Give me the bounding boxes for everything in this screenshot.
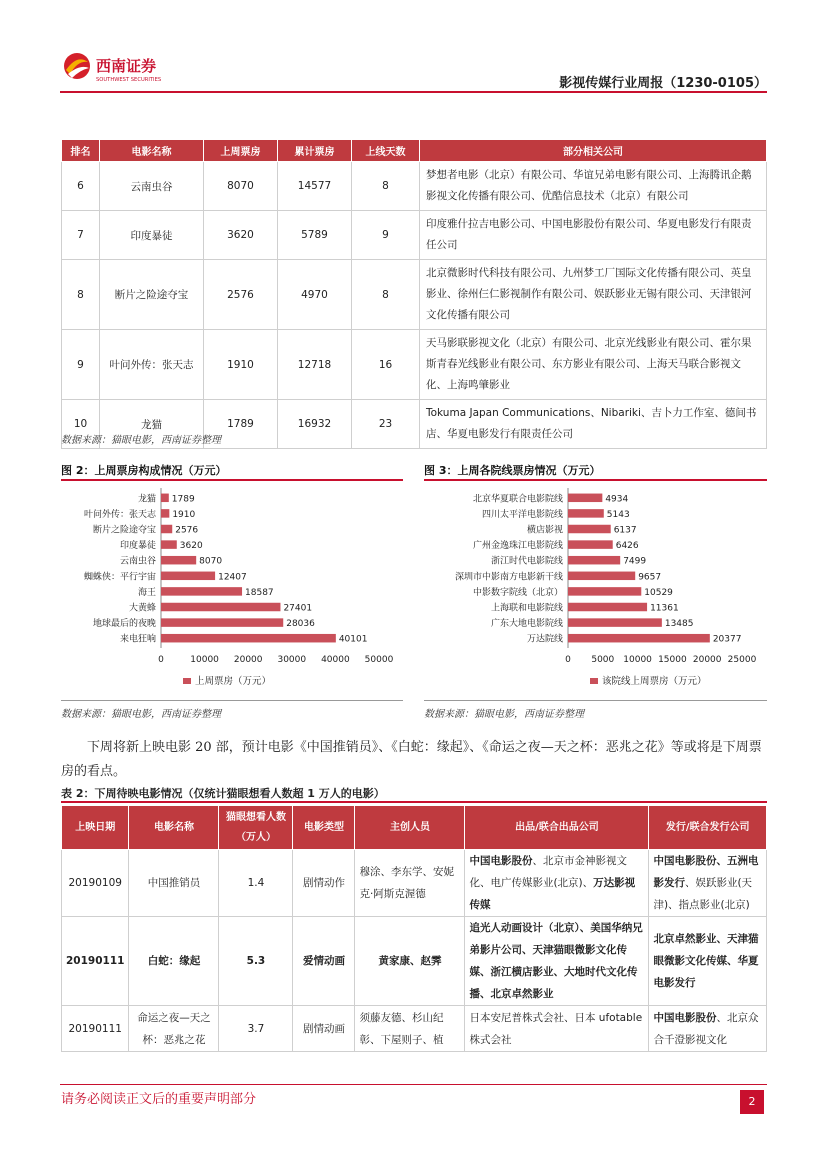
table-row (62, 330, 767, 400)
data-label: 5143 (606, 509, 630, 520)
cell-days: 16 (352, 330, 420, 400)
table1-source: 数据来源：猫眼电影，西南证券整理 (61, 435, 221, 446)
cell-week: 2576 (204, 260, 278, 330)
table-row (62, 850, 767, 917)
category-label: 来电狂响 (119, 634, 156, 645)
data-label: 40101 (338, 634, 368, 645)
category-label: 浙江时代电影院线 (490, 556, 563, 567)
cell-rank: 9 (62, 330, 100, 400)
producer-bold: 中国电影股份 (469, 855, 533, 867)
cell-want: 5.3 (219, 917, 293, 1006)
data-label: 4934 (605, 494, 629, 505)
category-label: 广州金逸珠江电影院线 (472, 541, 563, 552)
cell-companies: 天马影联影视文化（北京）有限公司、北京光线影业有限公司、霍尔果斯青春光线影业有限公司、东方影业有限公司、上海天马联合影视文化、上海鸣肇影业 (420, 330, 767, 400)
col-rank: 排名 (62, 140, 100, 162)
x-tick-label: 0 (158, 655, 164, 665)
bar (568, 587, 641, 596)
data-label: 1789 (171, 494, 195, 505)
cell-want: 1.4 (219, 850, 293, 917)
col-days: 上线天数 (352, 140, 420, 162)
cell-genre: 剧情动画 (293, 1006, 355, 1052)
cell-genre: 剧情动作 (293, 850, 355, 917)
cell-distributors (649, 917, 767, 1006)
cell-distributors (649, 1006, 767, 1052)
cell-crew: 穆涂、李东学、安妮克·阿斯克渥德 (355, 850, 465, 917)
category-label: 中影数字院线（北京） (472, 587, 563, 598)
x-tick-label: 30000 (277, 655, 307, 665)
bar (161, 525, 172, 534)
cell-companies: 北京微影时代科技有限公司、九州梦工厂国际文化传播有限公司、英皇影业、徐州仨仁影视制作有限公司、娱跃影业无锡有限公司、天津银河文化传播有限公司 (420, 260, 767, 330)
cell-crew: 黄家康、赵霁 (355, 917, 465, 1006)
x-tick-label: 50000 (364, 655, 394, 665)
legend-label: 该院线上周票房（万元） (602, 676, 707, 687)
footer-disclaimer: 请务必阅读正文后的重要声明部分 (61, 1092, 257, 1107)
col-genre: 电影类型 (293, 806, 355, 850)
data-label: 9657 (638, 572, 662, 583)
bar (568, 556, 620, 565)
col-total: 累计票房 (278, 140, 352, 162)
upcoming-movies-table (61, 805, 767, 1052)
cell-total: 14577 (278, 162, 352, 211)
bar (161, 572, 215, 581)
col-companies: 部分相关公司 (420, 140, 767, 162)
table-header-row (62, 140, 767, 162)
cell-crew: 须藤友德、杉山纪彰、下屋则子、植 (355, 1006, 465, 1052)
col-want: 猫眼想看人数（万人） (219, 806, 293, 850)
body-paragraph: 下周将新上映电影 20 部，预计电影《中国推销员》、《白蛇：缘起》、《命运之夜—天之杯：恶兆之花》等或将是下周票房的看点。 (61, 740, 762, 779)
cell-companies: 梦想者电影（北京）有限公司、华谊兄弟电影有限公司、上海腾讯企鹅影视文化传播有限公司、优酷信息技术（北京）有限公司 (420, 162, 767, 211)
col-producers: 出品/联合出品公司 (465, 806, 649, 850)
category-label: 断片之险途夺宝 (92, 525, 156, 536)
bar (568, 634, 710, 643)
cell-producers (465, 850, 649, 917)
table-row (62, 162, 767, 211)
bar (568, 618, 662, 627)
fig3-source: 数据来源：猫眼电影，西南证券整理 (424, 709, 584, 720)
bar (568, 572, 635, 581)
col-crew: 主创人员 (355, 806, 465, 850)
col-date: 上映日期 (62, 806, 129, 850)
fig2-chart (61, 484, 403, 696)
cell-total: 16932 (278, 400, 352, 449)
table2-title-rule (61, 801, 767, 803)
bar (568, 494, 602, 503)
cell-genre: 爱情动画 (293, 917, 355, 1006)
cell-date: 20190109 (62, 850, 129, 917)
distributor-bold: 中国电影股份、五洲电影发行 (653, 855, 759, 889)
cell-want: 3.7 (219, 1006, 293, 1052)
x-tick-label: 40000 (321, 655, 350, 665)
x-tick-label: 10000 (190, 655, 219, 665)
data-label: 8070 (199, 556, 223, 567)
producer-bold: 天津猫眼微影文化传媒 (469, 944, 627, 978)
data-label: 6137 (613, 525, 637, 536)
cell-name: 命运之夜—天之杯：恶兆之花 (129, 1006, 219, 1052)
cell-days: 8 (352, 162, 420, 211)
col-distributors: 发行/联合发行公司 (649, 806, 767, 850)
producer-text: 追光人动画设计（北京）、美国华纳兄弟影片公司、 (469, 922, 643, 956)
category-label: 横店影视 (526, 525, 563, 536)
data-label: 12407 (218, 572, 247, 583)
x-tick-label: 5000 (591, 655, 615, 665)
producer-text: 、浙江横店影业、大地时代文化传播、北京卓然影业 (469, 966, 638, 1000)
cell-total: 12718 (278, 330, 352, 400)
bar (568, 540, 613, 549)
cell-rank: 8 (62, 260, 100, 330)
fig2-source: 数据来源：猫眼电影，西南证券整理 (61, 709, 221, 720)
category-label: 龙猫 (137, 494, 156, 505)
fig2-title-rule (61, 479, 403, 481)
cell-name: 中国推销员 (129, 850, 219, 917)
distributor-bold: 天津猫眼微影文化传媒 (653, 933, 759, 967)
data-label: 28036 (286, 619, 315, 630)
cell-week: 1910 (204, 330, 278, 400)
data-label: 10529 (644, 587, 673, 598)
col-name: 电影名称 (100, 140, 204, 162)
table-row (62, 1006, 767, 1052)
box-office-table (61, 139, 767, 449)
producer-text: 、北京市金神影视文化、电广传媒影业(北京)、 (469, 855, 627, 889)
logo-cn-text: 西南证券 (96, 57, 157, 75)
logo-mark-icon (62, 50, 182, 86)
category-label: 地球最后的夜晚 (92, 619, 156, 630)
fig3-bottom-rule (424, 700, 767, 701)
cell-companies: Tokuma Japan Communications、Nibariki、吉卜力工作室、德间书店、华夏电影发行有限责任公司 (420, 400, 767, 449)
distributor-text: 北京卓然影业、 (653, 933, 727, 945)
bar (161, 509, 169, 518)
table-row (62, 260, 767, 330)
logo-en-text: SOUTHWEST SECURITIES (96, 77, 162, 83)
fig3-title: 图 3：上周各院线票房情况（万元） (424, 464, 601, 477)
data-label: 6426 (615, 541, 639, 552)
data-label: 18587 (245, 587, 274, 598)
report-title: 影视传媒行业周报（1230-0105） (559, 76, 767, 91)
table-header-row (62, 806, 767, 850)
bar (161, 618, 283, 627)
legend-swatch (590, 678, 598, 684)
x-tick-label: 15000 (658, 655, 687, 665)
bar (568, 525, 611, 534)
page-number: 2 (740, 1090, 764, 1114)
bar (161, 587, 242, 596)
cell-date: 20190111 (62, 1006, 129, 1052)
company-logo (62, 50, 182, 86)
data-label: 2576 (175, 525, 199, 536)
cell-days: 23 (352, 400, 420, 449)
x-tick-label: 25000 (727, 655, 757, 665)
category-label: 大黄蜂 (128, 603, 156, 614)
cell-total: 5789 (278, 211, 352, 260)
table-row (62, 211, 767, 260)
bar (161, 540, 177, 549)
bar (568, 509, 604, 518)
fig3-title-rule (424, 479, 767, 481)
category-label: 北京华夏联合电影院线 (472, 494, 563, 505)
x-tick-label: 20000 (692, 655, 722, 665)
cell-distributors (649, 850, 767, 917)
cell-name: 叶问外传：张天志 (100, 330, 204, 400)
table2-title: 表 2：下周待映电影情况（仅统计猫眼想看人数超 1 万人的电影） (61, 787, 385, 800)
data-label: 27401 (283, 603, 313, 614)
legend-label: 上周票房（万元） (195, 676, 272, 687)
cell-name: 白蛇：缘起 (129, 917, 219, 1006)
cell-name: 断片之险途夺宝 (100, 260, 204, 330)
bar (568, 603, 647, 612)
cell-producers: 日本安尼普株式会社、日本 ufotable株式会社 (465, 1006, 649, 1052)
category-label: 四川太平洋电影院线 (481, 509, 563, 520)
x-tick-label: 10000 (623, 655, 652, 665)
cell-name: 印度暴徒 (100, 211, 204, 260)
data-label: 11361 (650, 603, 679, 614)
col-name: 电影名称 (129, 806, 219, 850)
cell-days: 8 (352, 260, 420, 330)
cell-total: 4970 (278, 260, 352, 330)
category-label: 广东大地电影院线 (490, 619, 563, 630)
fig3-chart (424, 484, 767, 696)
category-label: 深圳市中影南方电影新干线 (454, 572, 563, 583)
cell-rank: 6 (62, 162, 100, 211)
data-label: 3620 (179, 541, 203, 552)
bar (161, 603, 280, 612)
distributor-text: 、北京众合千澄影视文化 (653, 1011, 759, 1046)
cell-week: 1789 (204, 400, 278, 449)
cell-companies: 印度雅什拉吉电影公司、中国电影股份有限公司、华夏电影发行有限责任公司 (420, 211, 767, 260)
footer-rule (60, 1084, 767, 1085)
bar (161, 634, 336, 643)
col-week: 上周票房 (204, 140, 278, 162)
data-label: 20377 (712, 634, 742, 645)
cell-rank: 10 (62, 400, 100, 449)
legend-swatch (183, 678, 191, 684)
distributor-text: 、华夏电影发行 (653, 955, 759, 989)
cell-producers (465, 917, 649, 1006)
table-row (62, 917, 767, 1006)
bar (161, 494, 169, 503)
category-label: 蜘蛛侠：平行宇宙 (83, 572, 156, 583)
distributor-bold: 中国电影股份 (653, 1011, 717, 1024)
data-label: 7499 (623, 556, 647, 567)
cell-days: 9 (352, 211, 420, 260)
category-label: 印度暴徒 (119, 541, 156, 552)
x-tick-label: 20000 (233, 655, 263, 665)
x-tick-label: 0 (565, 655, 571, 665)
category-label: 上海联和电影院线 (490, 603, 563, 614)
data-label: 13485 (664, 619, 694, 630)
cell-name: 龙猫 (100, 400, 204, 449)
cell-rank: 7 (62, 211, 100, 260)
category-label: 叶问外传：张天志 (83, 509, 156, 520)
bar (161, 556, 196, 565)
category-label: 海王 (137, 587, 156, 598)
cell-name: 云南虫谷 (100, 162, 204, 211)
distributor-text: 、娱跃影业(天津)、指点影业(北京) (653, 877, 753, 911)
data-label: 1910 (172, 509, 196, 520)
producer-bold: 万达影视传媒 (469, 877, 636, 911)
category-label: 云南虫谷 (119, 556, 156, 567)
category-label: 万达院线 (526, 634, 563, 645)
cell-week: 3620 (204, 211, 278, 260)
cell-week: 8070 (204, 162, 278, 211)
fig2-title: 图 2：上周票房构成情况（万元） (61, 464, 227, 477)
fig2-bottom-rule (61, 700, 403, 701)
cell-date: 20190111 (62, 917, 129, 1006)
header-rule (60, 91, 767, 93)
